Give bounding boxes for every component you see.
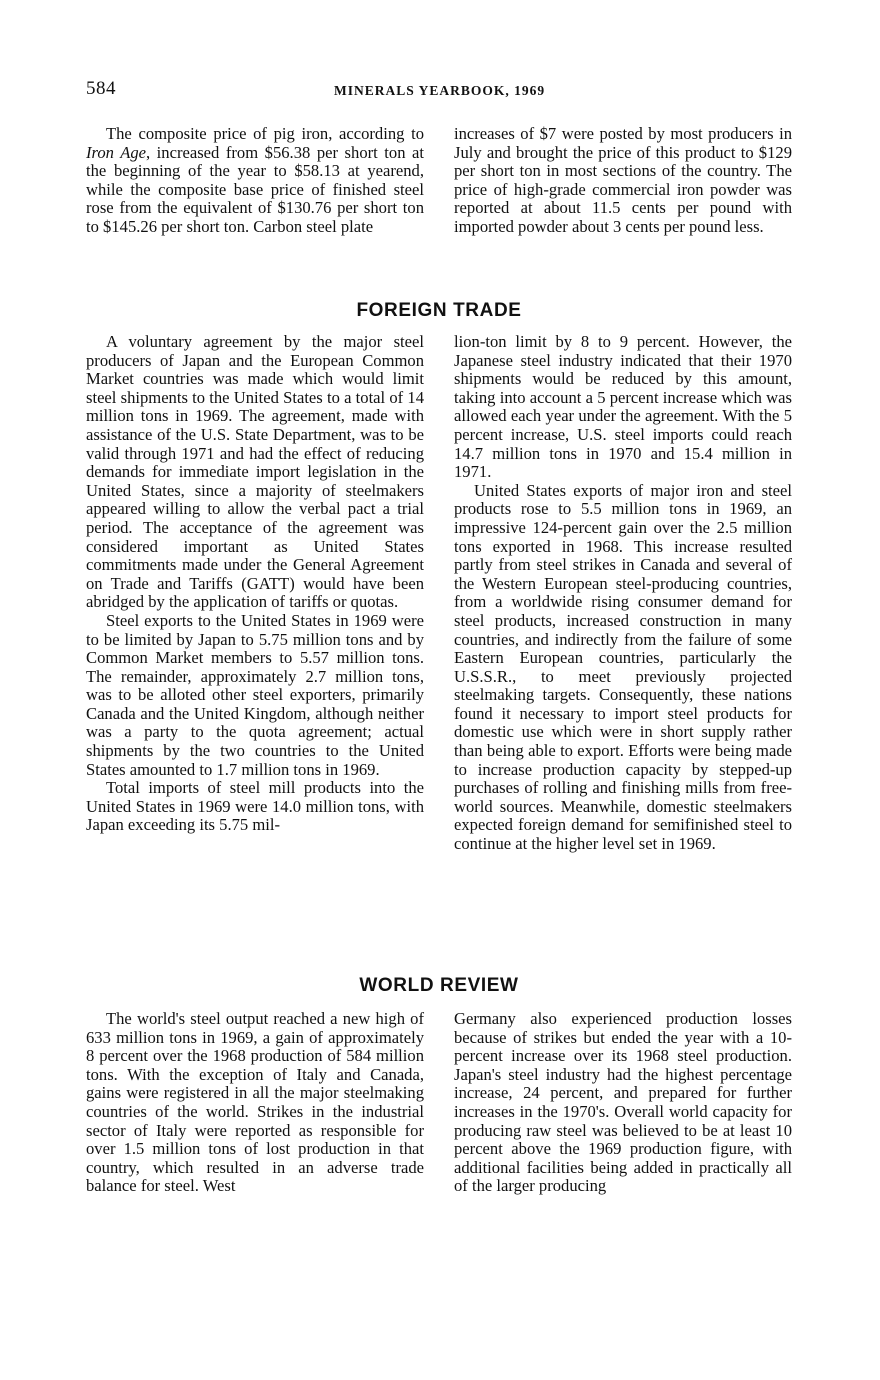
right-column bbox=[454, 1010, 792, 1196]
paragraph: Steel exports to the United States in 1969 were to be limited by Japan to 5.75 million tons and by Common Market members to 5.57 million tons. The remainder, approximately 2.7 million tons, was to be alloted other steel exporters, primarily Canada and the United Kingdom, although neither was a party to the quota agreement; actual shipments by the two countries to the United States amounted to 1.7 million tons in 1969. bbox=[86, 610, 424, 779]
left-column bbox=[86, 1010, 424, 1196]
right-column bbox=[454, 125, 792, 237]
publication-title: Iron Age bbox=[86, 142, 146, 162]
paragraph: The world's steel output reached a new high of 633 million tons in 1969, a gain of approximately 8 percent over the 1968 production of 584 million tons. With the exception of Italy and Canada, gains were registered in all the major steelmaking countries of the world. Strikes in the industrial sector of Italy were reported as responsible for over 1.5 million tons of lost production in that country, which resulted in an adverse trade balance for steel. West bbox=[86, 1009, 424, 1196]
left-column bbox=[86, 333, 424, 854]
left-column bbox=[86, 125, 424, 237]
pig-iron-prices-section bbox=[86, 125, 792, 237]
world-review-section bbox=[86, 1010, 792, 1196]
paragraph: lion-ton limit by 8 to 9 percent. However, the Japanese steel industry indicated that their 1970 shipments would be reduced by this amount, taking into account a 5 percent increase which was allowed each year under the agreement. With the 5 percent increase, U.S. steel imports could reach 14.7 million tons in 1970 and 15.4 million in 1971. bbox=[454, 332, 792, 482]
paragraph: increases of $7 were posted by most producers in July and brought the price of this product to $129 per short ton in most sections of the country. The price of high-grade commercial iron powder was reported at about 11.5 cents per pound with imported powder about 3 cents per pound less. bbox=[454, 124, 792, 236]
paragraph: United States exports of major iron and steel products rose to 5.5 million tons in 1969, an impressive 124-percent gain over the 2.5 million tons exported in 1968. This increase resulted partly from steel strikes in Canada and several of the Western European steel-producing countries, from a worldwide rising consumer demand for steel products, increased construction in many countries, and indirectly from the failure of some Eastern European countries, particularly the U.S.S.R., to meet previously projected steelmaking targets. Consequently, these nations found it necessary to import steel products for domestic use which were in short supply rather than being able to export. Efforts were being made to increase production capacity by stepped-up purchases of rolling and finishing mills from free-world sources. Meanwhile, domestic steelmakers expected foreign demand for semifinished steel to continue at the higher level set in 1969. bbox=[454, 480, 792, 854]
section-heading-world-review: WORLD REVIEW bbox=[359, 975, 519, 996]
paragraph: Germany also experienced production losses because of strikes but ended the year with a 10-percent increase over its 1968 steel production. Japan's steel industry had the highest percentage increase, 24 percent, and prepared for further increases in the 1970's. Overall world capacity for producing raw steel was believed to be at least 10 percent above the 1969 production figure, with additional facilities being added in practically all of the larger producing bbox=[454, 1009, 792, 1196]
paragraph: A voluntary agreement by the major steel producers of Japan and the European Common Market countries was made which would limit steel shipments to the United States to a total of 14 million tons in 1969. The agreement, made with assistance of the U.S. State Department, was to be valid through 1971 and had the effect of reducing demands for immediate import legislation in the United States, since a majority of steelmakers appeared willing to allow the verbal pact a trial period. The acceptance of the agreement was considered important as United States commitments made under the General Agreement on Trade and Tariffs (GATT) would have been abridged by the application of tariffs or quotas. bbox=[86, 332, 424, 612]
paragraph: Total imports of steel mill products into the United States in 1969 were 14.0 million tons, with Japan exceeding its 5.75 mil- bbox=[86, 778, 424, 835]
section-heading-foreign-trade: FOREIGN TRADE bbox=[356, 300, 522, 321]
foreign-trade-section bbox=[86, 333, 792, 854]
page-number: 584 bbox=[86, 78, 116, 99]
paragraph: The composite price of pig iron, according to Iron Age, increased from $56.38 per short ton at the beginning of the year to $58.13 at yearend, while the composite base price of finished steel rose from the equivalent of $130.76 per short ton to $145.26 per short ton. Carbon steel plate bbox=[86, 124, 424, 236]
running-header bbox=[86, 78, 790, 102]
running-title: MINERALS YEARBOOK, 1969 bbox=[334, 83, 546, 98]
right-column bbox=[454, 333, 792, 854]
